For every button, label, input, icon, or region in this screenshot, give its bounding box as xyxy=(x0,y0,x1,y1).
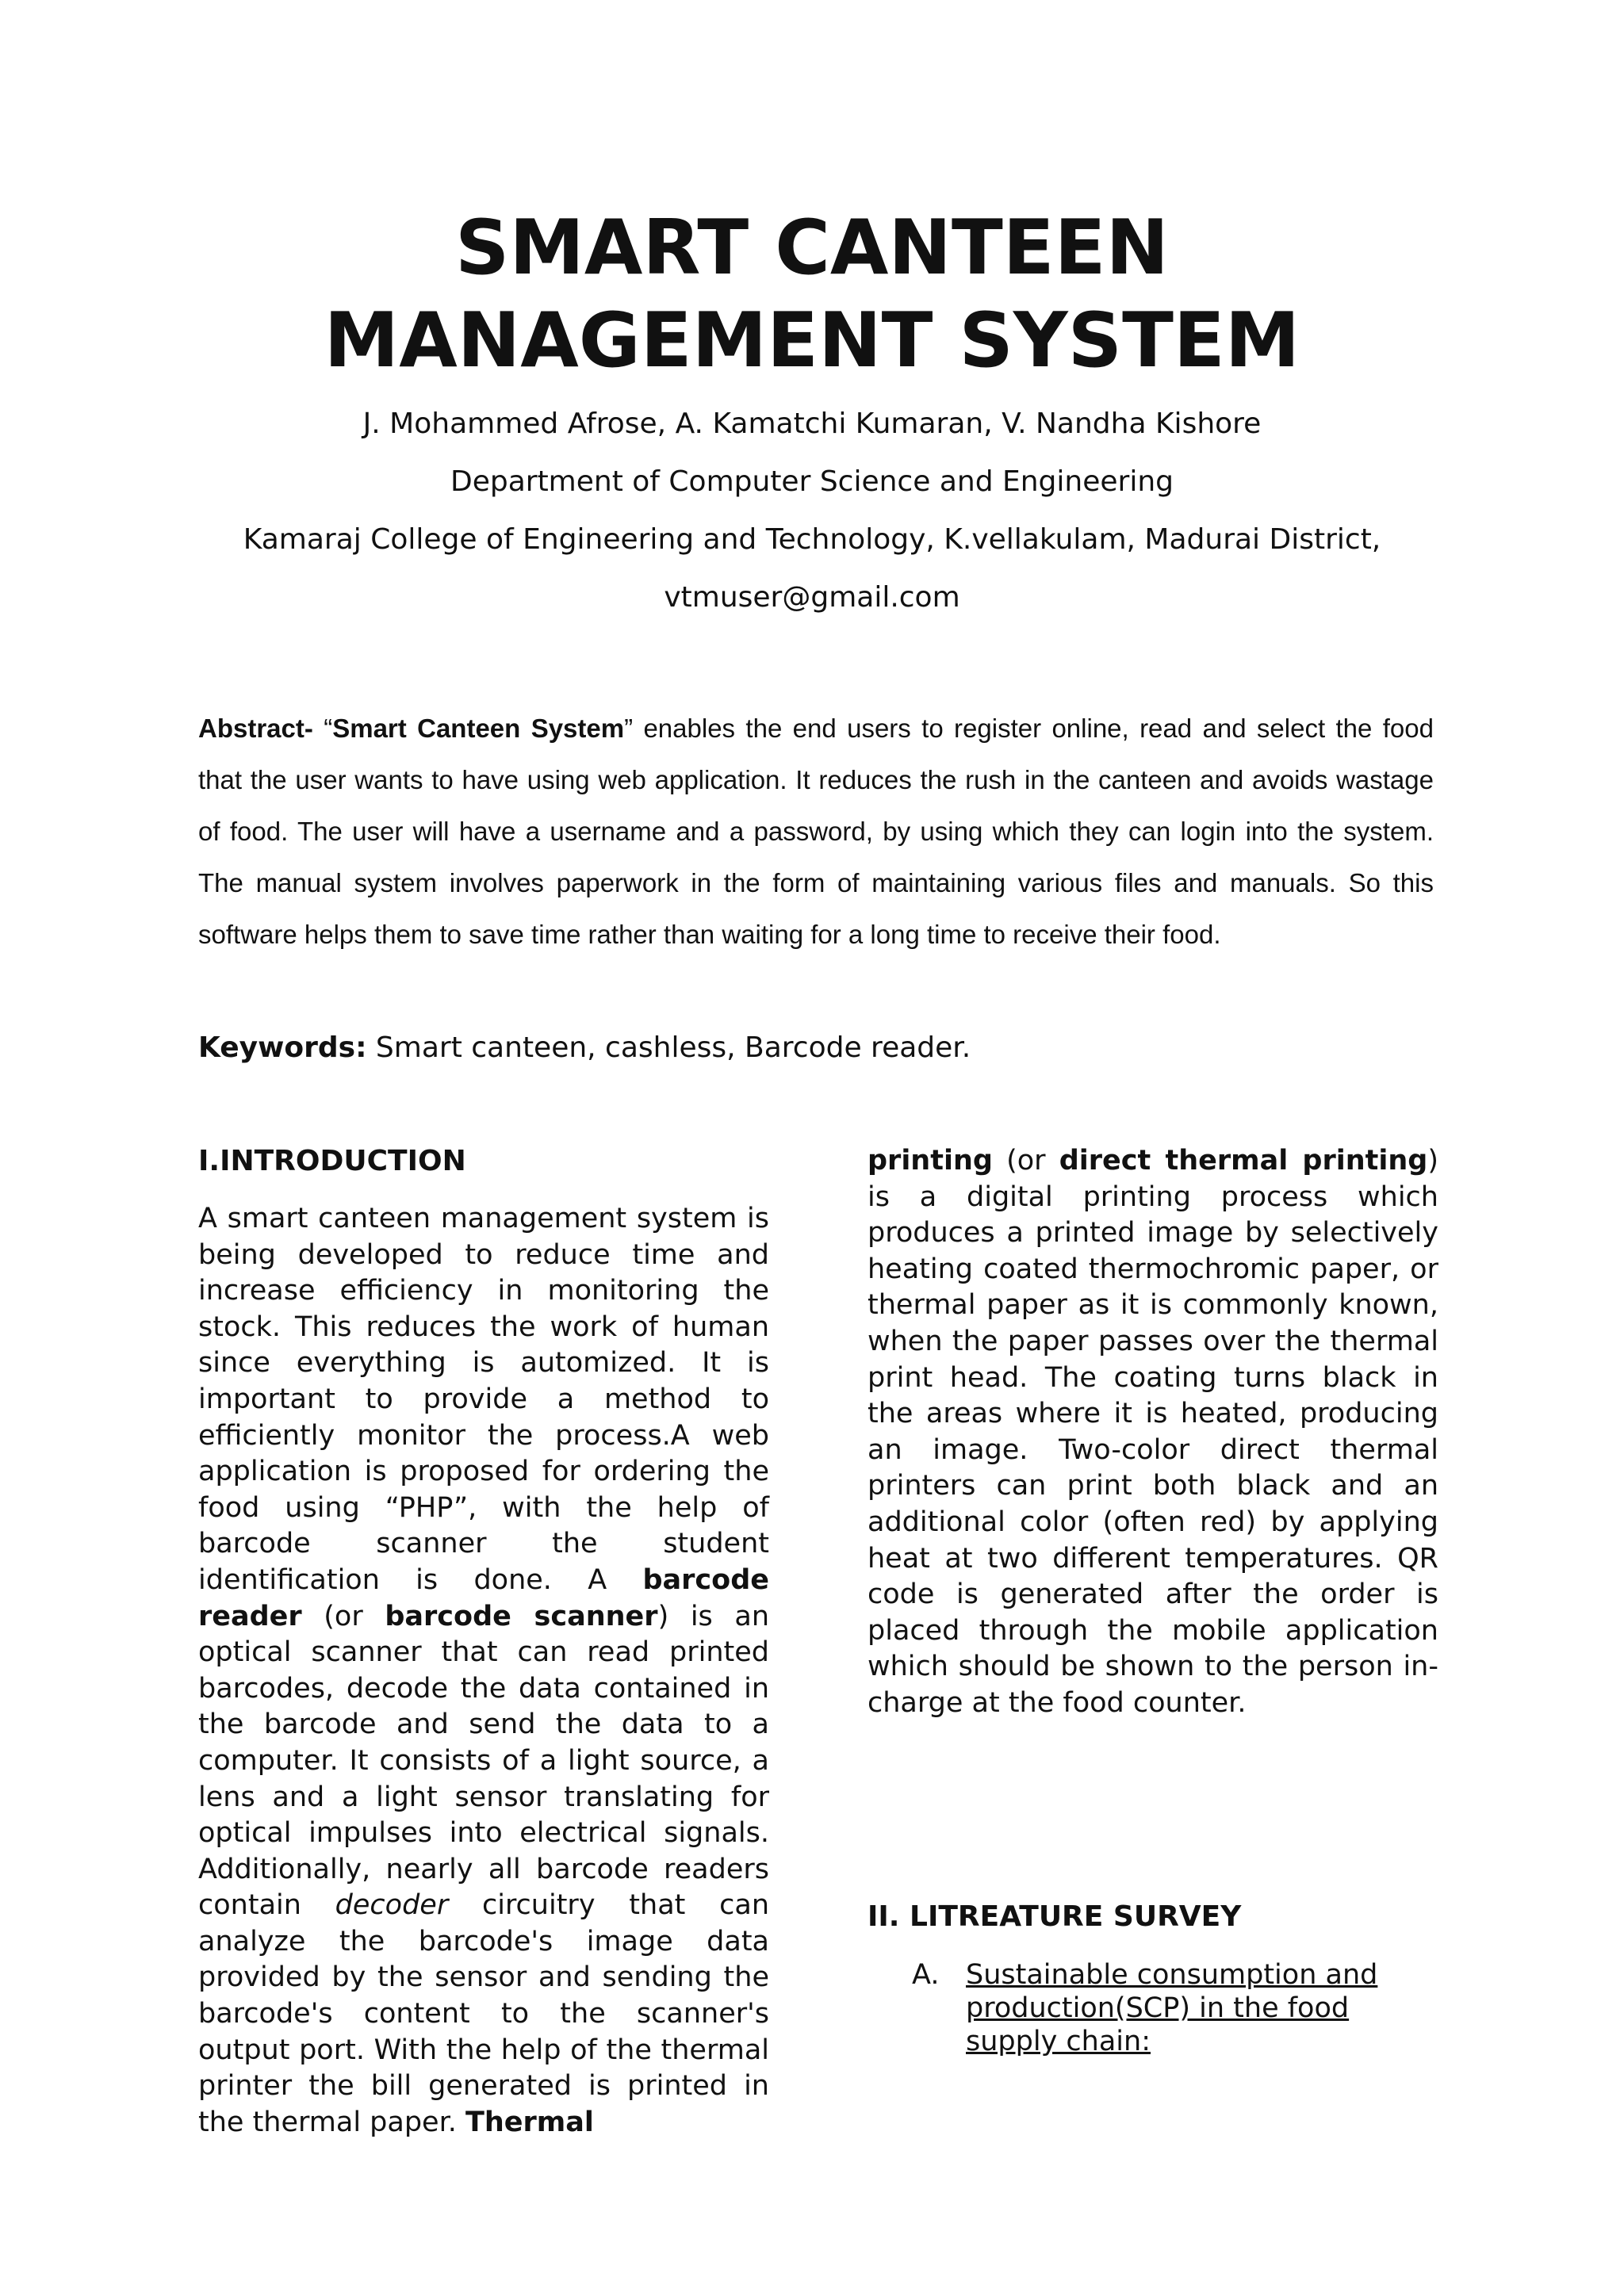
institution: Kamaraj College of Engineering and Technology, K.vellakulam, Madurai District, xyxy=(243,523,1381,556)
intro-term-decoder: decoder xyxy=(335,1889,449,1922)
authors: J. Mohammed Afrose, A. Kamatchi Kumaran, V. Nandha Kishore xyxy=(362,408,1262,440)
intro-text-2: ) is an optical scanner that can read printed barcodes, decode the data contained in the barcode and send the data to a computer. It consists of a light source, a lens and a light sensor translating for optical impulses into electrical signals. Additionally, nearly all barcode readers contain xyxy=(198,1600,770,1922)
intro-or: (or xyxy=(301,1600,385,1632)
item-letter: A. xyxy=(912,1959,940,1991)
term-printing: printing xyxy=(868,1145,993,1177)
abstract-body: ” enables the end users to register online, read and select the food that the user wants to have using web application. It reduces the rush in the canteen and avoids wastage of food. The user will have a username and a password, by using which they can login into the system. The manual system involves paperwork in the form of maintaining various files and manuals. So this software helps them to save time rather than waiting for a long time to receive their food. xyxy=(198,714,1434,949)
term-direct-thermal-printing: direct thermal printing xyxy=(1059,1145,1428,1177)
department: Department of Computer Science and Engineering xyxy=(450,465,1174,498)
intro-term-thermal: Thermal xyxy=(465,2106,594,2138)
right-column xyxy=(868,1143,1438,1722)
thermal-printing-paragraph xyxy=(868,1143,1438,1722)
intro-term-reader: reader xyxy=(198,1600,302,1632)
author-email: vtmuser@gmail.com xyxy=(664,581,960,614)
left-column xyxy=(198,1143,769,2141)
paper-title xyxy=(0,202,1624,388)
abstract-label: Abstract- xyxy=(198,714,313,743)
thermal-text: ) is a digital printing process which produces a printed image by selectively heating coated thermochromic paper, or thermal paper as it is commonly known, when the paper passes over the thermal print head. The coating turns black in the areas where it is heated, producing an image. Two-color direct thermal printers can print both black and an additional color (often red) by applying heat at two different temperatures. QR code is generated after the order is placed through the mobile application which should be shown to the person in-charge at the food counter. xyxy=(868,1145,1438,1719)
keywords-label: Keywords: xyxy=(198,1031,367,1064)
keywords-text: Smart canteen, cashless, Barcode reader. xyxy=(366,1031,971,1064)
intro-text-1: A smart canteen management system is being developed to reduce time and increase efficiency in monitoring the stock. This reduces the work of human since everything is automized. It is important to provide a method to efficiently monitor the process.A web application is proposed for ordering the food using “PHP”, with the help of barcode scanner the student identification is done. A xyxy=(198,1203,769,1596)
abstract xyxy=(198,702,1434,960)
introduction-heading: I.INTRODUCTION xyxy=(198,1145,466,1177)
keywords xyxy=(198,1031,971,1066)
abstract-quote-open: “ xyxy=(312,714,333,743)
intro-term-barcode: barcode xyxy=(642,1563,769,1596)
abstract-system-name: Smart Canteen System xyxy=(332,714,625,743)
intro-text-3: circuitry that can analyze the barcode's image data provided by the sensor and sending the barcode's content to the scanner's output port. With the help of the thermal printer the bill generated is printed in the thermal paper. xyxy=(198,1889,769,2138)
right-or: (or xyxy=(992,1145,1059,1177)
paper-title-line-2: MANAGEMENT SYSTEM xyxy=(324,297,1300,385)
paper-title-line-1: SMART CANTEEN xyxy=(454,205,1170,292)
introduction-paragraph xyxy=(198,1201,769,2141)
intro-term-barcode-scanner: barcode scanner xyxy=(385,1600,658,1632)
item-title: Sustainable consumption and production(SCP) in the food supply chain: xyxy=(966,1959,1378,2057)
literature-survey-heading: II. LITREATURE SURVEY xyxy=(868,1900,1242,1933)
